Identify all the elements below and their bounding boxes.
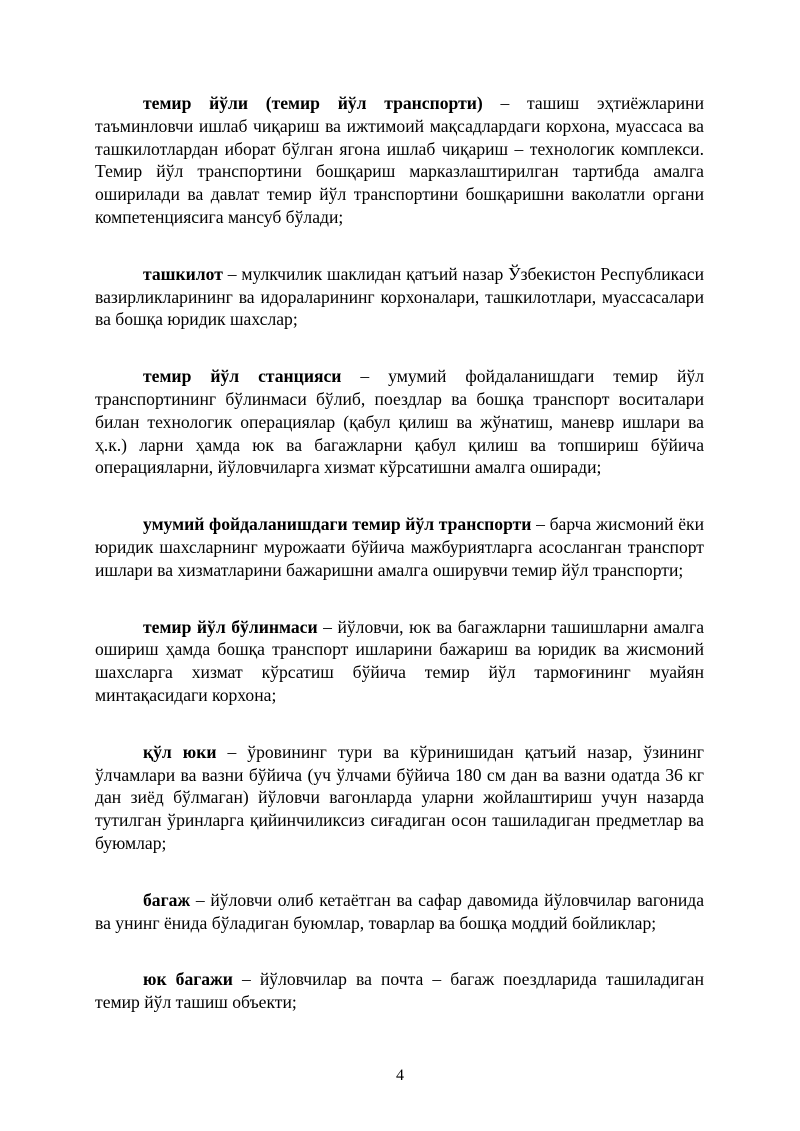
page-number: 4	[396, 1067, 404, 1084]
term-organization: ташкилот	[143, 263, 223, 284]
definition-text-railway-station: – умумий фойдаланишдаги темир йўл транспортининг бўлинмаси бўлиб, поездлар ва бошқа транспорт воситалари билан технологик операциялар (қабул қилиш ва жўнатиш, маневр ишлари ва ҳ.к.) ларни ҳамда юк ва багажларни қабул қилиш ва топшириш бўйича операцияларни, йўловчиларга хизмат кўрсатишни амалга оширади;	[95, 366, 704, 478]
definition-railway-division	[95, 616, 704, 707]
term-hand-luggage: қўл юки	[143, 741, 217, 762]
definition-text-organization: – мулкчилик шаклидан қатъий назар Ўзбекистон Республикаси вазирликларининг ва идораларининг корхоналари, ташкилотлари, муассасалари ва бошқа юридик шахслар;	[95, 263, 704, 330]
term-railway-division: темир йўл бўлинмаси	[143, 616, 318, 637]
definition-baggage	[95, 889, 704, 935]
definition-railway-station	[95, 365, 704, 479]
definition-text-public-railway-transport: – барча жисмоний ёки юридик шахсларнинг мурожаати бўйича мажбуриятларга асосланган транспорт ишлари ва хизматларини бажаришни амалга оширувчи темир йўл транспорти;	[95, 514, 705, 580]
definition-text-hand-luggage: – ўровининг тури ва кўринишидан қатъий назар, ўзининг ўлчамлари ва вазни бўйича (уч ўлчами бўйича 180 см дан ва вазни одатда 36 кг дан зиёд бўлмаган) йўловчи вагонларда уларни жойлаштириш учун назарда тутилган ўринларга қийинчиликсиз сиғадиган осон ташиладиган предметлар ва буюмлар;	[95, 741, 704, 853]
term-baggage: багаж	[143, 889, 191, 910]
term-cargo-baggage: юк багажи	[143, 969, 233, 990]
definition-public-railway-transport	[95, 513, 704, 581]
definition-cargo-baggage	[95, 968, 704, 1014]
definition-organization	[95, 263, 704, 331]
term-railway-station: темир йўл станцияси	[143, 366, 342, 387]
definition-text-cargo-baggage: – йўловчилар ва почта – багаж поездларида ташиладиган темир йўл ташиш объекти;	[95, 969, 704, 1013]
definition-text-railway: – ташиш эҳтиёжларини таъминловчи ишлаб чиқариш ва ижтимоий мақсадлардаги корхона, муассаса ва ташкилотлардан иборат бўлган ягона ишлаб чиқариш – технологик комплекси. Темир йўл транспортини бошқариш марказлаштирилган тартибда амалга оширилади ва давлат темир йўл транспортини бошқаришни ваколатли органи компетенциясига мансуб бўлади;	[95, 93, 704, 227]
definition-text-baggage: – йўловчи олиб кетаётган ва сафар давомида йўловчилар вагонида ва унинг ёнида бўладиган буюмлар, товарлар ва бошқа моддий бойликлар;	[95, 889, 704, 933]
definition-hand-luggage	[95, 741, 704, 855]
definition-railway	[95, 92, 704, 229]
document-page	[95, 92, 704, 1048]
definition-text-railway-division: – йўловчи, юк ва багажларни ташишларни амалга ошириш ҳамда бошқа транспорт ишларини бажариш ва юридик ва жисмоний шахсларга хизмат кўрсатиш бўйича темир йўл тармоғининг муайян минтақасидаги корхона;	[95, 616, 705, 705]
term-railway: темир йўли (темир йўл транспорти)	[143, 93, 483, 113]
term-public-railway-transport: умумий фойдаланишдаги темир йўл транспорти	[143, 514, 532, 535]
